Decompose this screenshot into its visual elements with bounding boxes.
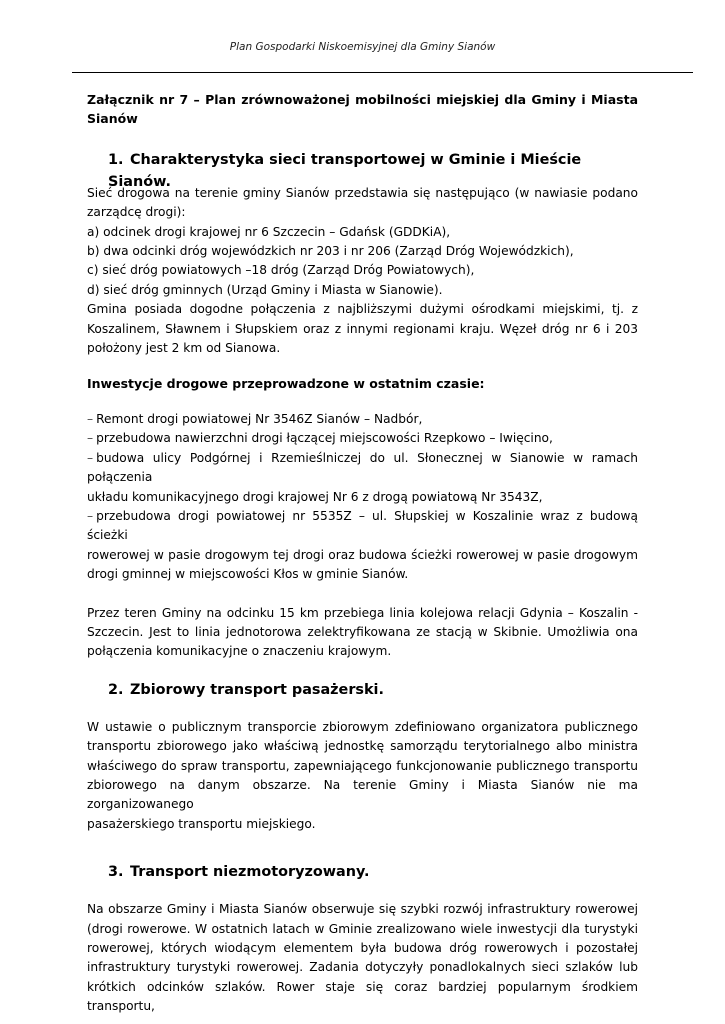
- running-header: Plan Gospodarki Niskoemisyjnej dla Gminy Sianów: [229, 41, 496, 53]
- list-item: a) odcinek drogi krajowej nr 6 Szczecin – Gdańsk (GDDKiA),: [87, 224, 451, 239]
- investment-item-continuation: układu komunikacyjnego drogi krajowej Nr 6 z drogą powiatową Nr 3543Z,: [87, 489, 543, 504]
- section-title: Transport niezmotoryzowany.: [130, 864, 370, 881]
- paragraph-line: Przez teren Gminy na odcinku 15 km przebiega linia kolejowa relacji Gdynia – Koszalin -: [87, 605, 638, 620]
- investments-list: [87, 410, 638, 585]
- investment-item-continuation: rowerowej w pasie drogowym tej drogi oraz budowa ścieżki rowerowej w pasie drogowym: [87, 547, 638, 562]
- paragraph-line: Gmina posiada dogodne połączenia z najbliższymi dużymi ośrodkami miejskimi, tj. z: [87, 302, 638, 317]
- paragraph-line: Sieć drogowa na terenie gminy Sianów przedstawia się następująco (w nawiasie podano: [87, 185, 638, 200]
- public-transport-paragraph: [87, 718, 638, 834]
- section-number: 1.: [108, 151, 124, 168]
- section-title: Zbiorowy transport pasażerski.: [130, 681, 384, 698]
- paragraph-line: krótkich odcinków szlaków. Rower staje się coraz bardziej popularnym środkiem transportu,: [87, 979, 638, 1014]
- paragraph-line: rowerowej, których wiodącym elementem była budowa dróg rowerowych i pozostałej: [87, 941, 638, 955]
- paragraph-line: właściwego do spraw transportu, zapewniającego funkcjonowanie publicznego transportu: [87, 758, 638, 773]
- section-number: 3.: [108, 864, 124, 881]
- road-network-paragraph: [87, 184, 638, 359]
- paragraph-line: transportu zbiorowego jako właściwą jednostkę samorządu terytorialnego albo ministra: [87, 739, 638, 754]
- non-motorized-paragraph: [87, 900, 638, 1016]
- section-heading-3: [87, 861, 638, 883]
- list-item: b) dwa odcinki dróg wojewódzkich nr 203 i nr 206 (Zarząd Dróg Wojewódzkich),: [87, 244, 574, 259]
- paragraph-line: połączenia komunikacyjne o znaczeniu krajowym.: [87, 644, 392, 659]
- investment-item: – przebudowa nawierzchni drogi łączącej miejscowości Rzepkowo – Iwięcino,: [87, 431, 553, 446]
- investment-item-continuation: drogi gminnej w miejscowości Kłos w gminie Sianów.: [87, 567, 409, 582]
- paragraph-line: pasażerskiego transportu miejskiego.: [87, 816, 316, 831]
- investments-heading: Inwestycje drogowe przeprowadzone w ostatnim czasie:: [87, 376, 485, 392]
- page-content: [87, 90, 638, 1017]
- paragraph-line: położony jest 2 km od Sianowa.: [87, 341, 281, 356]
- paragraph-line: W ustawie o publicznym transporcie zbiorowym zdefiniowano organizatora publicznego: [87, 719, 638, 734]
- header-divider: [72, 72, 693, 73]
- paragraph-line: zarządcę drogi):: [87, 205, 186, 220]
- paragraph-line: Koszalinem, Sławnem i Słupskiem oraz z innymi regionami kraju. Węzeł dróg nr 6 i 203: [87, 321, 638, 336]
- paragraph-line: (drogi rowerowe. W ostatnich latach w Gminie zrealizowano wiele inwestycji dla turystyki: [87, 921, 638, 936]
- paragraph-line: Na obszarze Gminy i Miasta Sianów obserwuje się szybki rozwój infrastruktury rowerowej: [87, 902, 638, 917]
- dash-bullet: –: [87, 411, 94, 426]
- dash-bullet: –: [87, 508, 94, 523]
- investment-item: – przebudowa drogi powiatowej nr 5535Z – ul. Słupskiej w Koszalinie wraz z budową ścieżki: [87, 508, 638, 543]
- dash-bullet: –: [87, 450, 94, 465]
- section-title: Charakterystyka sieci transportowej w Gminie i Mieście Sianów.: [108, 151, 582, 190]
- list-item: c) sieć dróg powiatowych –18 dróg (Zarząd Dróg Powiatowych),: [87, 263, 475, 278]
- paragraph-line: infrastruktury turystyki rowerowej. Zadania dotyczyły ponadlokalnych sieci szlaków lub: [87, 960, 638, 975]
- dash-bullet: –: [87, 431, 94, 446]
- annex-title: [87, 90, 638, 129]
- railway-paragraph: [87, 604, 638, 662]
- section-heading-1: [87, 149, 638, 190]
- list-item: d) sieć dróg gminnych (Urząd Gminy i Miasta w Sianowie).: [87, 282, 443, 297]
- section-heading-2: [87, 679, 638, 701]
- annex-title-line: Sianów: [87, 111, 138, 127]
- paragraph-line: Szczecin. Jest to linia jednotorowa zelektryfikowana ze stacją w Skibnie. Umożliwia ona: [87, 624, 638, 639]
- annex-title-line: Załącznik nr 7 – Plan zrównoważonej mobilności miejskiej dla Gminy i Miasta: [87, 92, 638, 107]
- section-number: 2.: [108, 681, 124, 698]
- paragraph-line: zbiorowego na danym obszarze. Na terenie Gminy i Miasta Sianów nie ma zorganizowanego: [87, 777, 638, 812]
- investment-item: – Remont drogi powiatowej Nr 3546Z Sianów – Nadbór,: [87, 411, 423, 426]
- investment-item: – budowa ulicy Podgórnej i Rzemieślniczej do ul. Słonecznej w Sianowie w ramach połączenia: [87, 450, 638, 485]
